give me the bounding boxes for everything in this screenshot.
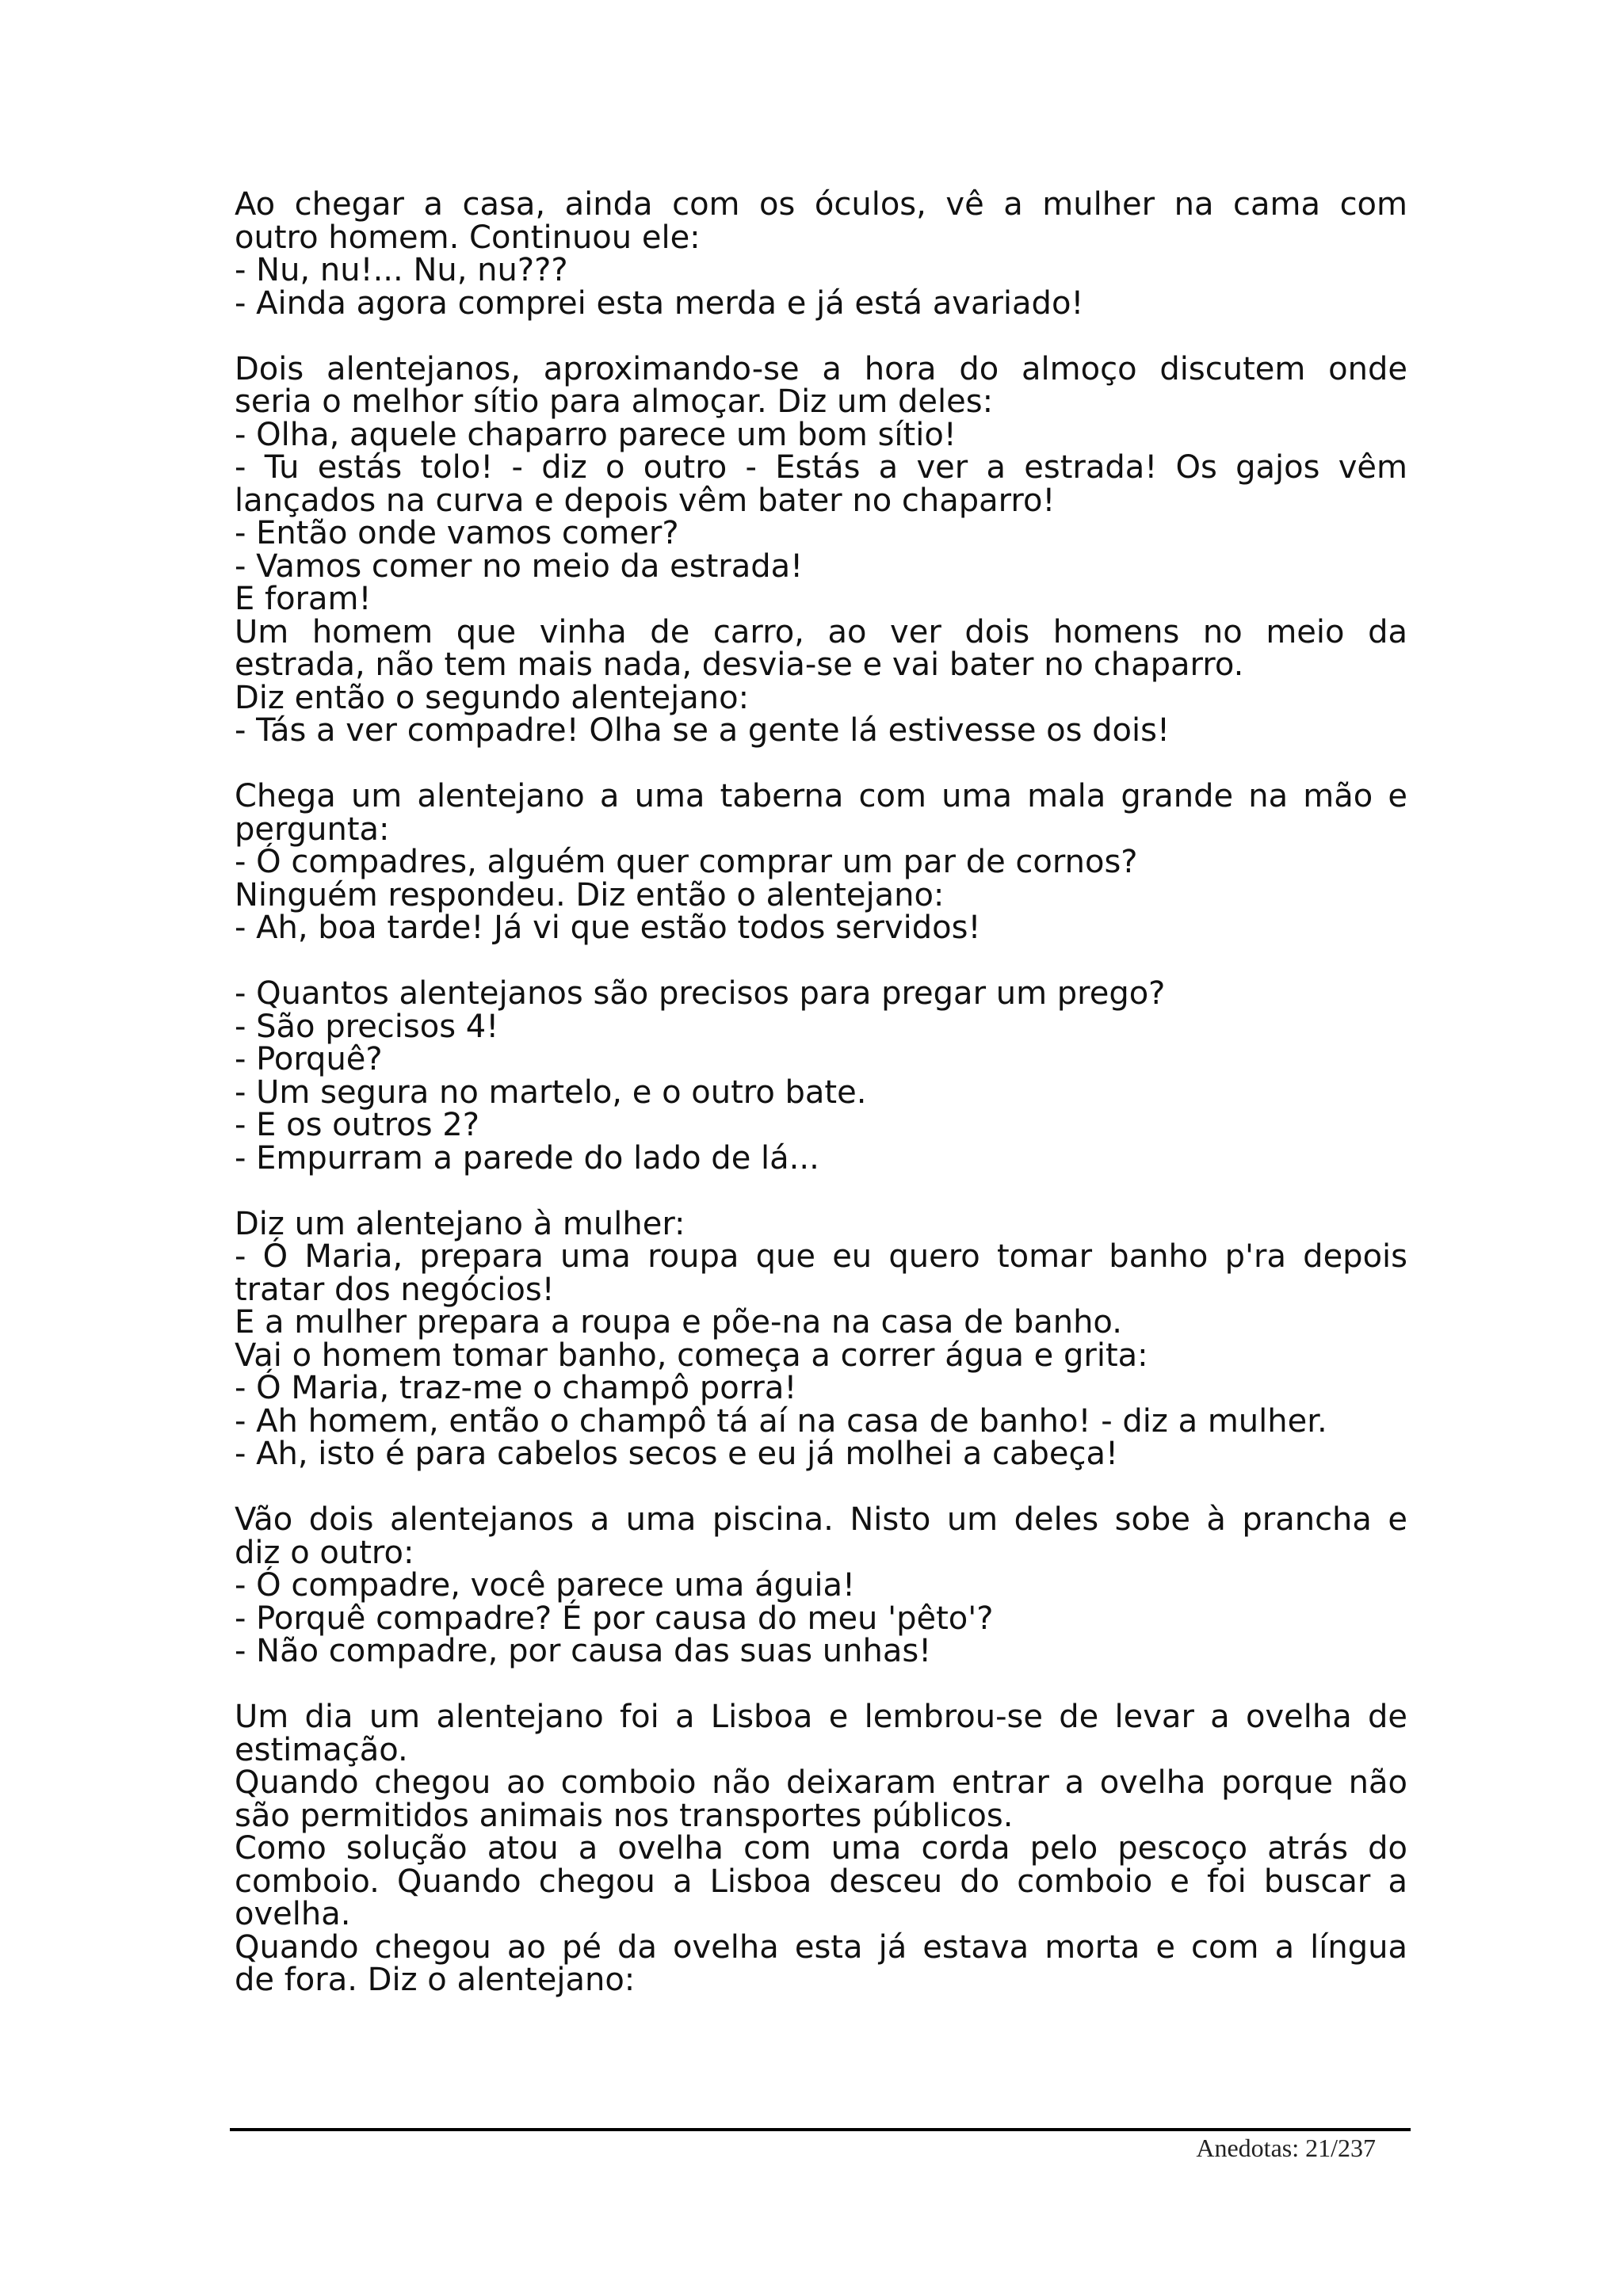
text-line: E a mulher prepara a roupa e põe-na na casa de banho. xyxy=(235,1304,1122,1341)
text-line: seria o melhor sítio para almoçar. Diz um deles: xyxy=(235,383,994,420)
text-line: Como solução atou a ovelha com uma corda pelo pescoço atrás do xyxy=(235,1830,1407,1867)
text-line: - Ah, isto é para cabelos secos e eu já molhei a cabeça! xyxy=(235,1436,1119,1472)
joke-paragraph xyxy=(235,780,1407,945)
text-line: Vai o homem tomar banho, começa a correr água e grita: xyxy=(235,1337,1148,1374)
text-line: - Empurram a parede do lado de lá... xyxy=(235,1139,819,1177)
text-line: estrada, não tem mais nada, desvia-se e vai bater no chaparro. xyxy=(235,646,1244,683)
text-line: - Ah homem, então o champô tá aí na casa de banho! - diz a mulher. xyxy=(235,1402,1327,1440)
text-line: - São precisos 4! xyxy=(235,1008,499,1045)
joke-paragraph xyxy=(235,1701,1407,1997)
joke-paragraph xyxy=(235,1501,1407,1669)
text-line: - Ó compadres, alguém quer comprar um par de cornos? xyxy=(235,844,1138,880)
text-line: ovelha. xyxy=(235,1896,351,1932)
text-line: Um homem que vinha de carro, ao ver dois homens no meio da xyxy=(235,613,1407,650)
text-line: Diz um alentejano à mulher: xyxy=(235,1205,685,1242)
text-line: - Tás a ver compadre! Olha se a gente lá estivesse os dois! xyxy=(235,712,1170,749)
text-line: - Olha, aquele chaparro parece um bom sítio! xyxy=(235,416,957,453)
text-line: Vão dois alentejanos a uma piscina. Nisto um deles sobe à prancha e xyxy=(235,1501,1407,1538)
text-line: - Quantos alentejanos são precisos para pregar um prego? xyxy=(235,975,1166,1012)
text-line: lançados na curva e depois vêm bater no chaparro! xyxy=(235,482,1056,519)
text-line: - Tu estás tolo! - diz o outro - Estás a ver a estrada! Os gajos vêm xyxy=(235,449,1407,486)
page-footer: Anedotas: 21/237 xyxy=(1196,2134,1376,2162)
joke-paragraph xyxy=(235,350,1407,749)
text-line: pergunta: xyxy=(235,810,390,848)
footer-divider xyxy=(230,2128,1411,2131)
text-line: - Então onde vamos comer? xyxy=(235,515,679,551)
text-line: outro homem. Continuou ele: xyxy=(235,219,701,256)
text-line: - Nu, nu!... Nu, nu??? xyxy=(235,252,568,288)
text-line: - Porquê compadre? É por causa do meu 'pêto'? xyxy=(235,1600,994,1637)
text-line: tratar dos negócios! xyxy=(235,1271,555,1308)
text-line: comboio. Quando chegou a Lisboa desceu do comboio e foi buscar a xyxy=(235,1863,1407,1900)
text-line: - Ó Maria, traz-me o champô porra! xyxy=(235,1370,797,1406)
joke-paragraph xyxy=(235,975,1407,1177)
text-line: - E os outros 2? xyxy=(235,1107,479,1143)
text-line: - Porquê? xyxy=(235,1041,383,1077)
text-line: são permitidos animais nos transportes públicos. xyxy=(235,1797,1014,1834)
joke-paragraph xyxy=(235,186,1407,322)
text-line: - Ó compadre, você parece uma águia! xyxy=(235,1567,855,1604)
text-line: - Ah, boa tarde! Já vi que estão todos servidos! xyxy=(235,910,981,946)
text-line: Chega um alentejano a uma taberna com uma mala grande na mão e xyxy=(235,778,1407,814)
text-line: Diz então o segundo alentejano: xyxy=(235,679,750,716)
text-line: Dois alentejanos, aproximando-se a hora do almoço discutem onde xyxy=(235,350,1407,387)
text-line: estimação. xyxy=(235,1731,408,1768)
text-line: - Um segura no martelo, e o outro bate. xyxy=(235,1074,867,1111)
text-line: diz o outro: xyxy=(235,1534,414,1571)
text-line: - Não compadre, por causa das suas unhas! xyxy=(235,1633,932,1669)
page-body xyxy=(235,186,1407,1998)
text-line: - Vamos comer no meio da estrada! xyxy=(235,547,804,585)
text-line: Quando chegou ao comboio não deixaram entrar a ovelha porque não xyxy=(235,1764,1407,1801)
text-line: Ao chegar a casa, ainda com os óculos, vê a mulher na cama com xyxy=(235,186,1407,223)
joke-paragraph xyxy=(235,1205,1407,1472)
text-line: E foram! xyxy=(235,581,372,617)
text-line: - Ó Maria, prepara uma roupa que eu quero tomar banho p'ra depois xyxy=(235,1238,1407,1275)
text-line: Quando chegou ao pé da ovelha esta já estava morta e com a língua xyxy=(235,1928,1407,1966)
text-line: de fora. Diz o alentejano: xyxy=(235,1962,636,1998)
text-line: - Ainda agora comprei esta merda e já está avariado! xyxy=(235,284,1084,322)
text-line: Um dia um alentejano foi a Lisboa e lembrou-se de levar a ovelha de xyxy=(235,1699,1407,1735)
text-line: Ninguém respondeu. Diz então o alentejano: xyxy=(235,876,945,913)
